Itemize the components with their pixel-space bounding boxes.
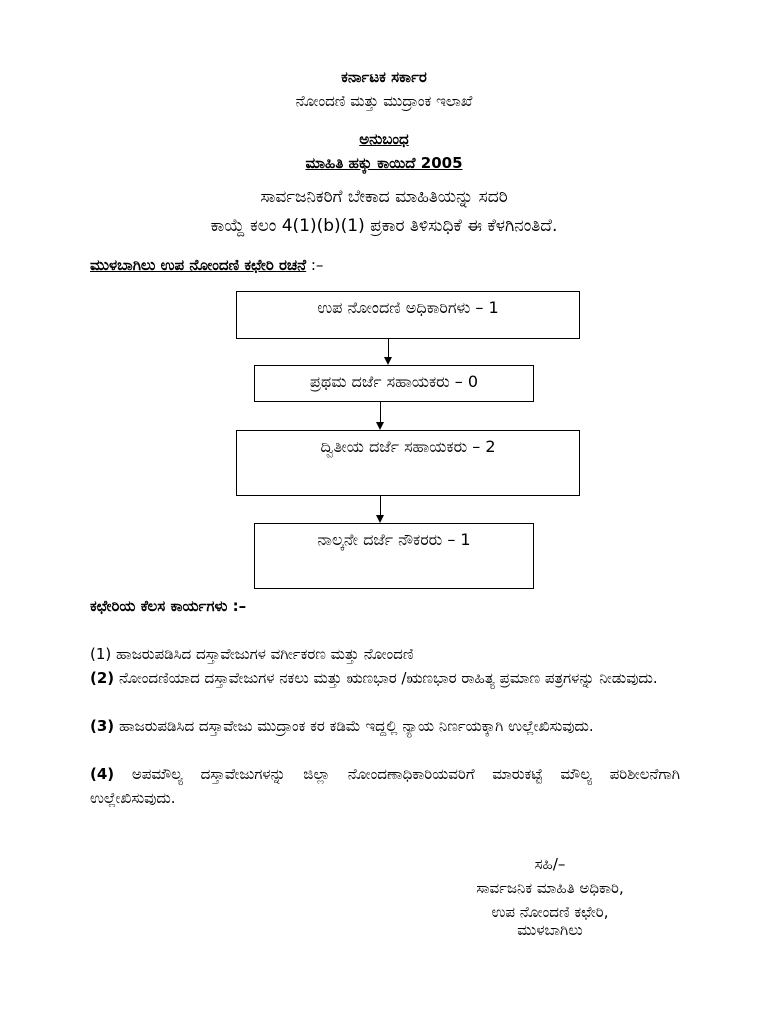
function-item-number: (3) xyxy=(90,717,115,735)
function-item-2 xyxy=(90,666,680,690)
signature-office: ಉಪ ನೋಂದಣಿ ಕಛೇರಿ, xyxy=(491,903,609,921)
signature-place: ಮುಳಬಾಗಿಲು xyxy=(517,921,583,939)
function-item-number: (1) xyxy=(90,645,112,663)
function-item-3 xyxy=(90,714,680,738)
connector-line-3 xyxy=(380,496,381,515)
arrow-down-icon xyxy=(384,357,392,365)
org-box-second-division-assistants: ದ್ವಿತೀಯ ದರ್ಜೆ ಸಹಾಯಕರು – 2 xyxy=(236,430,580,496)
act-title: ಮಾಹಿತಿ ಹಕ್ಕು ಕಾಯಿದೆ 2005 xyxy=(305,154,463,172)
function-item-number: (2) xyxy=(90,669,115,687)
annexure-title: ಅನುಬಂಧ xyxy=(359,130,409,148)
org-box-sub-registrar: ಉಪ ನೋಂದಣಿ ಅಧಿಕಾರಿಗಳು – 1 xyxy=(236,291,580,339)
functions-heading: ಕಛೇರಿಯ ಕೆಲಸ ಕಾರ್ಯಗಳು :– xyxy=(90,597,247,615)
function-item-text: ಅಪಮೌಲ್ಯ ದಸ್ತಾವೇಜುಗಳನ್ನು ಜಿಲ್ಲಾ ನೋಂದಣಾಧಿಕಾರಿಯವರಿಗೆ ಮಾರುಕಟ್ಟೆ ಮೌಲ್ಯ ಪರಿಶೀಲನೆಗಾಗಿ ಉಲ್ಲೇಖಿಸುವುದು. xyxy=(90,765,680,807)
connector-line-1 xyxy=(388,339,389,357)
structure-heading xyxy=(90,256,323,274)
department-title: ನೋಂದಣಿ ಮತ್ತು ಮುದ್ರಾಂಕ ಇಲಾಖೆ xyxy=(295,92,473,110)
function-item-text: ನೋಂದಣಿಯಾದ ದಸ್ತಾವೇಜುಗಳ ನಕಲು ಮತ್ತು ಋಣಭಾರ /ಋಣಭಾರ ರಾಹಿತ್ಯ ಪ್ರಮಾಣ ಪತ್ರಗಳನ್ನು ನೀಡುವುದು. xyxy=(118,669,658,687)
function-item-number: (4) xyxy=(90,765,115,783)
arrow-down-icon xyxy=(376,515,384,523)
function-item-text: ಹಾಜರುಪಡಿಸಿದ ದಸ್ತಾವೇಜು ಮುದ್ರಾಂಕ ಕರ ಕಡಿಮೆ ಇದ್ದಲ್ಲಿ ನ್ಯಾಯ ನಿರ್ಣಯಕ್ಕಾಗಿ ಉಲ್ಲೇಖಿಸುವುದು. xyxy=(118,717,594,735)
signature-sign: ಸಹಿ/– xyxy=(534,855,566,873)
org-box-group-d-employees: ನಾಲ್ಕನೇ ದರ್ಜೆ ನೌಕರರು – 1 xyxy=(254,523,534,589)
government-title: ಕರ್ನಾಟಕ ಸರ್ಕಾರ xyxy=(341,68,427,86)
org-box-first-division-assistants: ಪ್ರಥಮ ದರ್ಜೆ ಸಹಾಯಕರು – 0 xyxy=(254,365,534,402)
function-item-1 xyxy=(90,642,680,666)
arrow-down-icon xyxy=(376,422,384,430)
function-item-4 xyxy=(90,762,680,810)
intro-line-2: ಕಾಯ್ದೆ ಕಲಂ 4(1)(b)(1) ಪ್ರಕಾರ ತಿಳಿಸುಧಿಕೆ ಈ ಕೆಳಗಿನಂತಿದೆ. xyxy=(210,216,558,236)
connector-line-2 xyxy=(380,402,381,422)
function-item-text: ಹಾಜರುಪಡಿಸಿದ ದಸ್ತಾವೇಜುಗಳ ವರ್ಗೀಕರಣ ಮತ್ತು ನೋಂದಣಿ xyxy=(116,645,414,663)
signature-designation: ಸಾರ್ವಜನಿಕ ಮಾಹಿತಿ ಅಧಿಕಾರಿ, xyxy=(476,879,624,897)
structure-heading-suffix: :– xyxy=(306,256,324,274)
structure-heading-text: ಮುಳಬಾಗಿಲು ಉಪ ನೋಂದಣಿ ಕಛೇರಿ ರಚನೆ xyxy=(90,256,307,274)
intro-line-1: ಸಾರ್ವಜನಿಕರಿಗೆ ಬೇಕಾದ ಮಾಹಿತಿಯನ್ನು ಸದರಿ xyxy=(260,187,508,207)
